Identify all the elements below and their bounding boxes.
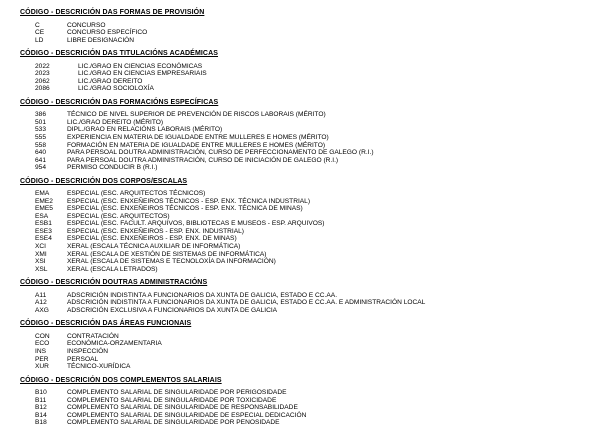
- code-row: [35, 190, 605, 198]
- legend-section: [20, 178, 605, 274]
- description-cell: LIC./GRAO EN CIENCIAS ECONÓMICAS: [78, 62, 203, 70]
- code-row: [35, 340, 605, 348]
- code-cell: XSI: [35, 258, 46, 266]
- description-cell: XERAL (ESCALA TÉCNICA AUXILIAR DE INFORMÁTICA): [67, 243, 241, 251]
- code-cell: 558: [35, 141, 47, 149]
- description-cell: XERAL (ESCALA DE XESTIÓN DE SISTEMAS DE INFORMÁTICA): [67, 250, 267, 258]
- code-cell: 533: [35, 126, 47, 134]
- legend-section: [20, 279, 605, 314]
- section-heading: CÓDIGO - DESCRICIÓN DOUTRAS ADMINISTRACIÓNS: [20, 279, 208, 287]
- code-cell: CON: [35, 332, 50, 340]
- description-cell: COMPLEMENTO SALARIAL DE SINGULARIDADE POR TOXICIDADE: [67, 396, 277, 404]
- code-row: [35, 63, 605, 71]
- code-row: [35, 299, 605, 307]
- description-cell: ESPECIAL (ESC. ENXEÑEIROS - ESP. ENX. INDUSTRIAL): [67, 227, 244, 235]
- code-cell: CE: [35, 29, 45, 37]
- code-cell: B18: [35, 419, 47, 427]
- code-row: [35, 205, 605, 213]
- description-cell: ECONÓMICA-ORZAMENTARIA: [67, 340, 162, 348]
- description-cell: ADSCRICIÓN INDISTINTA A FUNCIONARIOS DA XUNTA DE GALICIA, ESTADO E CC.AA.: [67, 291, 338, 299]
- code-row: [35, 363, 605, 371]
- legend-section: [20, 9, 605, 44]
- section-rows: [35, 22, 605, 45]
- description-cell: COMPLEMENTO SALARIAL DE SINGULARIDADE POR PENOSIDADE: [67, 419, 280, 427]
- code-row: [35, 37, 605, 45]
- section-rows: [35, 111, 605, 171]
- section-heading: CÓDIGO - DESCRICIÓN DAS ÁREAS FUNCIONAIS: [20, 320, 192, 328]
- code-row: [35, 126, 605, 134]
- section-rows: [35, 333, 605, 371]
- description-cell: CONCURSO: [67, 21, 106, 29]
- legend-section: [20, 320, 605, 370]
- code-cell: ESB1: [35, 220, 52, 228]
- description-cell: PERSOAL: [67, 355, 99, 363]
- code-row: [35, 356, 605, 364]
- code-cell: ESE3: [35, 227, 52, 235]
- description-cell: ESPECIAL (ESC. ARQUITECTOS): [67, 212, 170, 220]
- code-cell: AXG: [35, 306, 49, 314]
- code-cell: EMA: [35, 190, 50, 198]
- legend-section: [20, 50, 605, 93]
- description-cell: LIC./GRAO EN CIENCIAS EMPRESARIAIS: [78, 70, 207, 78]
- code-row: [35, 251, 605, 259]
- description-cell: TÉCNICO DE NIVEL SUPERIOR DE PREVENCIÓN DE RISCOS LABORAIS (MÉRITO): [67, 111, 326, 119]
- code-cell: 2086: [35, 85, 50, 93]
- code-cell: INS: [35, 347, 46, 355]
- code-cell: A11: [35, 291, 47, 299]
- code-cell: B12: [35, 404, 47, 412]
- code-row: [35, 70, 605, 78]
- section-heading: CÓDIGO - DESCRICIÓN DOS CORPOS/ESCALAS: [20, 177, 188, 185]
- code-cell: XSL: [35, 265, 48, 273]
- code-row: [35, 348, 605, 356]
- description-cell: PARA PERSOAL DOUTRA ADMINISTRACIÓN, CURSO DE INICIACIÓN DE GALEGO (R.I.): [67, 156, 339, 164]
- code-cell: ECO: [35, 340, 50, 348]
- code-row: [35, 164, 605, 172]
- code-row: [35, 307, 605, 315]
- description-cell: LIC./GRAO SOCIOLOXÍA: [78, 85, 154, 93]
- section-heading: CÓDIGO - DESCRICIÓN DAS FORMAS DE PROVISIÓN: [20, 9, 205, 16]
- description-cell: ADSCRICIÓN INDISTINTA A FUNCIONARIOS DA XUNTA DE GALICIA, ESTADO E CC.AA. E ADMINISTRACIÓN LOCAL: [67, 299, 426, 307]
- description-cell: COMPLEMENTO SALARIAL DE SINGULARIDADE POR PERIGOSIDADE: [67, 389, 287, 397]
- description-cell: CONCURSO ESPECÍFICO: [67, 29, 148, 37]
- code-row: [35, 213, 605, 221]
- section-heading: CÓDIGO - DESCRICIÓN DAS TITULACIÓNS ACADÉMICAS: [20, 50, 219, 58]
- description-cell: PERMISO CONDUCIR B (R.I.): [67, 164, 158, 172]
- description-cell: LIBRE DESIGNACIÓN: [67, 36, 135, 44]
- code-cell: 555: [35, 133, 47, 141]
- code-row: [35, 235, 605, 243]
- code-row: [35, 134, 605, 142]
- code-cell: 640: [35, 149, 47, 157]
- description-cell: XERAL (ESCALA LETRADOS): [67, 265, 158, 273]
- code-row: [35, 419, 605, 427]
- code-cell: B14: [35, 411, 47, 419]
- description-cell: ADSCRICIÓN EXCLUSIVA A FUNCIONARIOS DA XUNTA DE GALICIA: [67, 306, 278, 314]
- code-row: [35, 243, 605, 251]
- description-cell: EXPERIENCIA EN MATERIA DE IGUALDADE ENTRE MULLERES E HOMES (MÉRITO): [67, 133, 329, 141]
- code-cell: XUR: [35, 363, 49, 371]
- code-cell: ESE4: [35, 235, 52, 243]
- section-rows: [35, 292, 605, 315]
- description-cell: XERAL (ESCALA DE SISTEMAS E TECNOLOXÍA DA INFORMACIÓN): [67, 258, 276, 266]
- description-cell: LIC./GRAO DEREITO (MÉRITO): [67, 118, 164, 126]
- code-row: [35, 397, 605, 405]
- code-row: [35, 266, 605, 274]
- description-cell: INSPECCIÓN: [67, 347, 109, 355]
- code-row: [35, 220, 605, 228]
- description-cell: TÉCNICO-XURÍDICA: [67, 363, 131, 371]
- code-row: [35, 404, 605, 412]
- code-cell: ESA: [35, 212, 49, 220]
- section-rows: [35, 389, 605, 427]
- code-row: [35, 142, 605, 150]
- code-cell: 2023: [35, 70, 50, 78]
- description-cell: DIPL./GRAO EN RELACIÓNS LABORAIS (MÉRITO): [67, 126, 223, 134]
- section-heading: CÓDIGO - DESCRICIÓN DAS FORMACIÓNS ESPECÍFICAS: [20, 98, 219, 106]
- code-cell: XMI: [35, 250, 47, 258]
- description-cell: COMPLEMENTO SALARIAL DE SINGULARIDADE DE ESPECIAL DEDICACIÓN: [67, 411, 307, 419]
- code-cell: C: [35, 21, 40, 29]
- code-cell: B10: [35, 389, 47, 397]
- description-cell: CONTRATACIÓN: [67, 332, 119, 340]
- legend-section: [20, 377, 605, 427]
- code-row: [35, 111, 605, 119]
- section-rows: [35, 63, 605, 93]
- code-cell: LD: [35, 36, 44, 44]
- code-row: [35, 29, 605, 37]
- description-cell: COMPLEMENTO SALARIAL DE SINGULARIDADE DE RESPONSABILIDADE: [67, 404, 298, 412]
- description-cell: ESPECIAL (ESC. ENXEÑEIROS TÉCNICOS - ESP. ENX. TÉCNICA DE MINAS): [67, 205, 303, 213]
- code-cell: B11: [35, 396, 47, 404]
- description-cell: ESPECIAL (ESC. ENXEÑEIROS TÉCNICOS - ESP. ENX. TÉCNICA INDUSTRIAL): [67, 197, 311, 205]
- description-cell: ESPECIAL (ESC. ENXEÑEIROS - ESP. ENX. DE MINAS): [67, 235, 237, 243]
- code-cell: 954: [35, 164, 47, 172]
- code-cell: 386: [35, 111, 47, 119]
- code-cell: A12: [35, 299, 47, 307]
- code-row: [35, 389, 605, 397]
- code-cell: EME2: [35, 197, 53, 205]
- code-legend-sections: [20, 9, 605, 427]
- code-cell: XCI: [35, 243, 46, 251]
- legend-section: [20, 99, 605, 172]
- code-cell: EME5: [35, 205, 53, 213]
- description-cell: FORMACIÓN EN MATERIA DE IGUALDADE ENTRE MULLERES E HOMES (MÉRITO): [67, 141, 326, 149]
- description-cell: PARA PERSOAL DOUTRA ADMINISTRACIÓN, CURSO DE PERFECCIONAMENTO DE GALEGO (R.I.): [67, 149, 374, 157]
- description-cell: ESPECIAL (ESC. ARQUITECTOS TÉCNICOS): [67, 190, 206, 198]
- description-cell: LIC./GRAO DEREITO: [78, 77, 143, 85]
- description-cell: ESPECIAL (ESC. FACULT. ARQUIVOS, BIBLIOTECAS E MUSEOS - ESP. ARQUIVOS): [67, 220, 325, 228]
- code-cell: 641: [35, 156, 47, 164]
- code-row: [35, 258, 605, 266]
- code-cell: 501: [35, 118, 47, 126]
- code-cell: 2022: [35, 62, 50, 70]
- code-row: [35, 22, 605, 30]
- code-row: [35, 85, 605, 93]
- code-row: [35, 157, 605, 165]
- section-rows: [35, 190, 605, 273]
- code-row: [35, 412, 605, 420]
- code-cell: PER: [35, 355, 49, 363]
- code-cell: 2062: [35, 77, 50, 85]
- code-row: [35, 149, 605, 157]
- section-heading: CÓDIGO - DESCRICIÓN DOS COMPLEMENTOS SALARIAIS: [20, 376, 222, 384]
